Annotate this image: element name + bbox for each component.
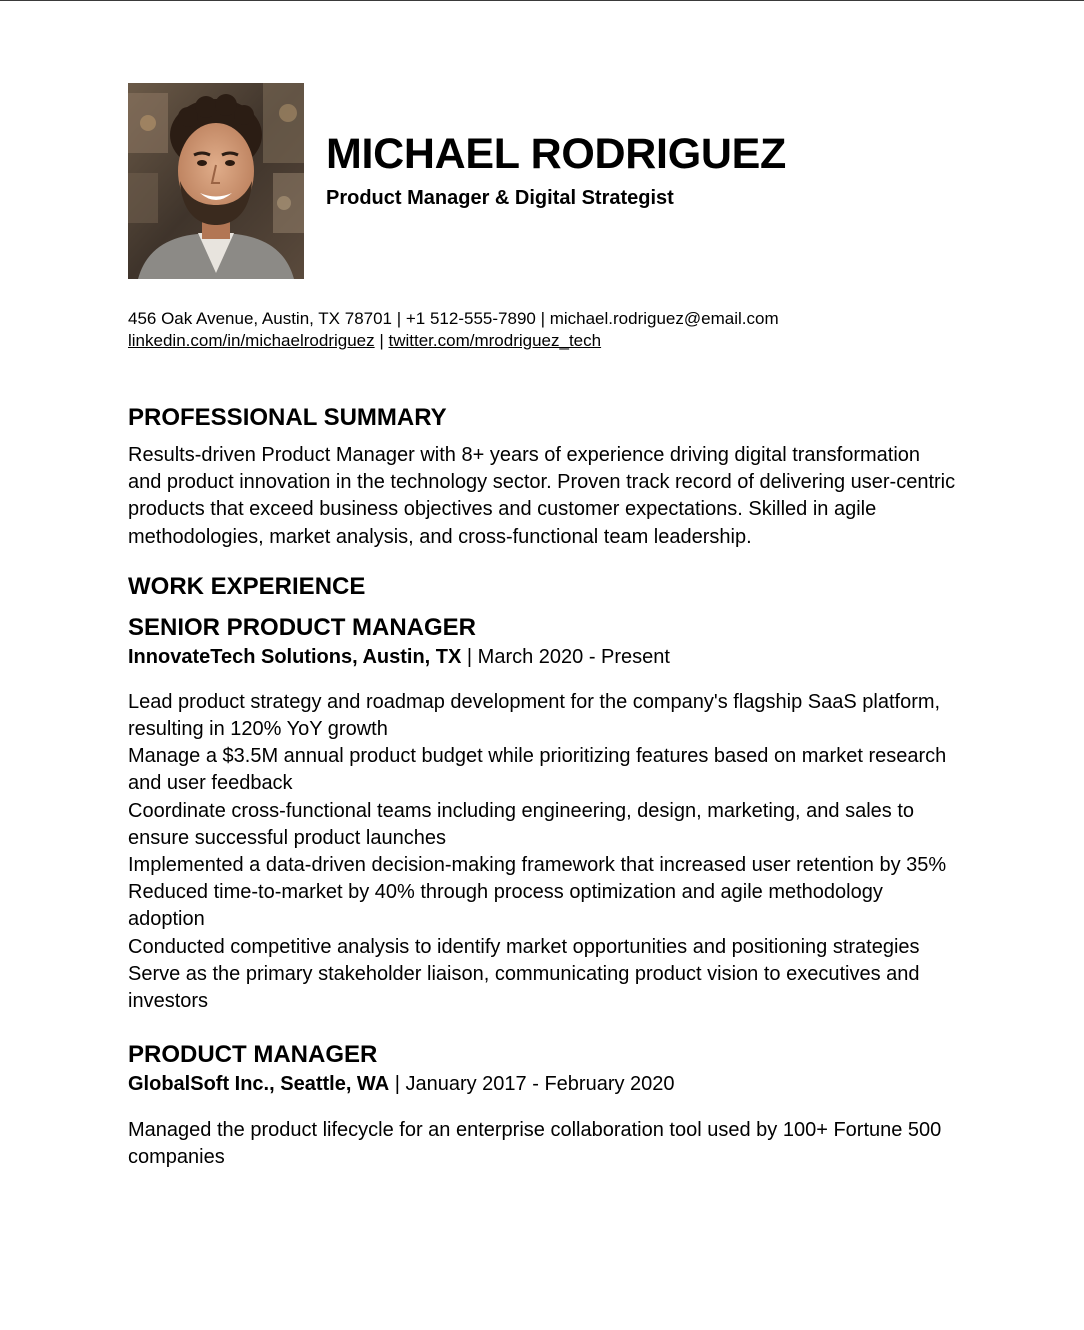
resume-header [128,83,958,279]
contact-line: 456 Oak Avenue, Austin, TX 78701 | +1 512-555-7890 | michael.rodriguez@email.com [128,309,779,328]
social-links [128,330,958,352]
job-bullets [128,689,958,1015]
experience-heading: WORK EXPERIENCE [128,572,366,600]
job-bullet: Manage a $3.5M annual product budget while prioritizing features based on market research and user feedback [128,745,947,795]
job-bullet: Coordinate cross-functional teams including engineering, design, marketing, and sales to ensure successful product launches [128,799,915,849]
job-meta-separator: | [389,1073,406,1096]
summary-text: Results-driven Product Manager with 8+ years of experience driving digital transformation and product innovation in the technology sector. Proven track record of delivering user-centric products that exceed business objectives and customer expectations. Skilled in agile methodologies, market analysis, and cross-functional team leadership. [128,444,956,548]
job-bullet: Reduced time-to-market by 40% through process optimization and agile methodology adoption [128,881,883,931]
job-title: SENIOR PRODUCT MANAGER [128,613,477,641]
candidate-name: MICHAEL RODRIGUEZ [326,130,786,178]
job-bullet: Conducted competitive analysis to identify market opportunities and positioning strategies [128,935,920,958]
profile-photo [128,83,304,279]
linkedin-link[interactable]: linkedin.com/in/michaelrodriguez [128,331,375,350]
job-meta [128,644,958,670]
job-meta-separator: | [461,645,478,668]
job-bullets [128,1117,958,1171]
twitter-link[interactable]: twitter.com/mrodriguez_tech [388,331,602,350]
name-block [326,83,786,211]
job-company: GlobalSoft Inc., Seattle, WA [128,1073,390,1096]
job-title: PRODUCT MANAGER [128,1041,378,1069]
contact-info [128,308,958,352]
job-company: InnovateTech Solutions, Austin, TX [128,645,462,668]
job-bullet: Implemented a data-driven decision-making framework that increased user retention by 35% [128,854,947,877]
job-dates: March 2020 - Present [477,645,670,668]
job-bullet: Serve as the primary stakeholder liaison, communicating product vision to executives and investors [128,962,920,1013]
top-border [0,0,1084,1]
job-bullet: Lead product strategy and roadmap development for the company's flagship SaaS platform, resulting in 120% YoY growth [128,690,941,741]
job-meta [128,1071,958,1097]
job-dates: January 2017 - February 2020 [405,1073,675,1096]
job-entry [128,613,958,1015]
profile-photo-image [128,83,304,279]
resume-page [128,83,958,1172]
candidate-title: Product Manager & Digital Strategist [326,187,674,209]
job-entry [128,1040,958,1171]
link-separator: | [374,331,389,350]
summary-heading: PROFESSIONAL SUMMARY [128,404,447,431]
job-bullet: Managed the product lifecycle for an enterprise collaboration tool used by 100+ Fortune 500 companies [128,1119,942,1169]
